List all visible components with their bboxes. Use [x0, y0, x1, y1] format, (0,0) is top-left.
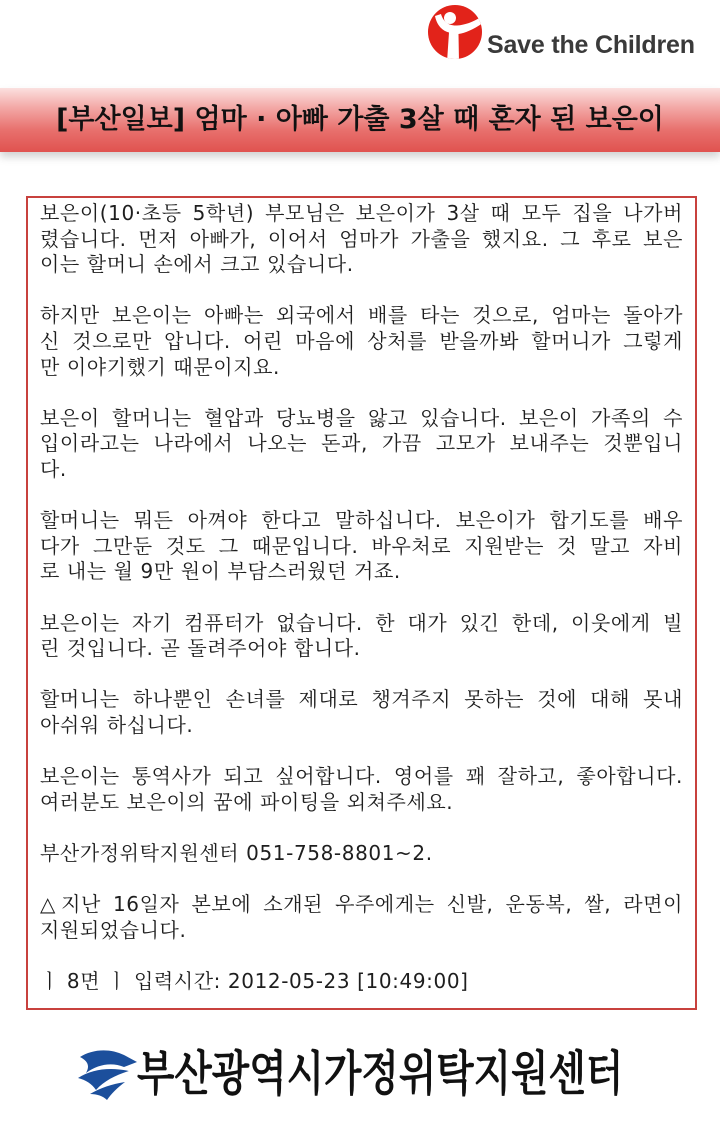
article-line: 다가 그만둔 것도 그 때문입니다. 바우처로 지원받는 것 말고 자비: [40, 533, 683, 558]
notice-line: 지원되었습니다.: [40, 917, 187, 942]
article-notice: [40, 892, 683, 943]
article-line: 이는 할머니 손에서 크고 있습니다.: [40, 252, 354, 277]
article-line: 할머니는 하나뿐인 손녀를 제대로 챙겨주지 못하는 것에 대해 못내: [40, 687, 683, 712]
article-paragraph: [40, 764, 683, 815]
article-box: [26, 196, 697, 1010]
contact-line: 부산가정위탁지원센터 051-758-8801~2.: [40, 840, 433, 865]
busan-foster-care-center-logo: [76, 1044, 712, 1104]
headline-title: [부산일보] 엄마 · 아빠 가출 3살 때 혼자 된 보은이: [56, 104, 664, 135]
article-contact: [40, 841, 683, 867]
save-the-children-child-icon: [427, 4, 483, 60]
save-the-children-wordmark: Save the Children: [487, 31, 695, 59]
article-paragraph: [40, 687, 683, 738]
article-meta: [40, 969, 683, 995]
article-line: 할머니는 뭐든 아껴야 한다고 말하십니다. 보은이가 합기도를 배우: [40, 508, 683, 533]
article-line: 입이라고는 나라에서 나오는 돈과, 가끔 고모가 보내주는 것뿐입니: [40, 431, 683, 456]
busan-foster-care-center-name: 부산광역시가정위탁지원센터: [137, 1046, 624, 1102]
article-line: 보은이 할머니는 혈압과 당뇨병을 앓고 있습니다. 보은이 가족의 수: [40, 405, 683, 430]
article-line: 만 이야기했기 때문이지요.: [40, 354, 280, 379]
article-line: 보은이는 자기 컴퓨터가 없습니다. 한 대가 있긴 한데, 이웃에게 빌: [40, 610, 683, 635]
article-line: 보은이(10·초등 5학년) 부모님은 보은이가 3살 때 모두 집을 나가버: [40, 201, 683, 225]
busan-foster-care-center-logo-icon: [76, 1047, 138, 1101]
article-paragraph: [40, 406, 683, 483]
notice-line: △지난 16일자 본보에 소개된 우주에게는 신발, 운동복, 쌀, 라면이: [40, 892, 683, 917]
save-the-children-logo: [427, 4, 707, 62]
headline-banner: [0, 88, 720, 152]
article-paragraph: [40, 611, 683, 662]
article-line: 렸습니다. 먼저 아빠가, 이어서 엄마가 가출을 했지요. 그 후로 보은: [40, 226, 683, 251]
article-paragraph: [40, 508, 683, 585]
article-line: 아쉬워 하십니다.: [40, 712, 194, 737]
meta-line: ㅣ 8면 ㅣ 입력시간: 2012-05-23 [10:49:00]: [40, 968, 469, 993]
article-line: 린 것입니다. 곧 돌려주어야 합니다.: [40, 636, 361, 661]
article-line: 보은이는 통역사가 되고 싶어합니다. 영어를 꽤 잘하고, 좋아합니다.: [40, 764, 683, 789]
article-line: 여러분도 보은이의 꿈에 파이팅을 외쳐주세요.: [40, 789, 454, 814]
article-line: 신 것으로만 압니다. 어린 마음에 상처를 받을까봐 할머니가 그렇게: [40, 328, 683, 353]
article-line: 로 내는 월 9만 원이 부담스러웠던 거죠.: [40, 559, 401, 584]
article-paragraph: [40, 303, 683, 380]
article-paragraph: [40, 201, 683, 278]
article-line: 하지만 보은이는 아빠는 외국에서 배를 타는 것으로, 엄마는 돌아가: [40, 303, 683, 328]
article-line: 다.: [40, 456, 67, 481]
